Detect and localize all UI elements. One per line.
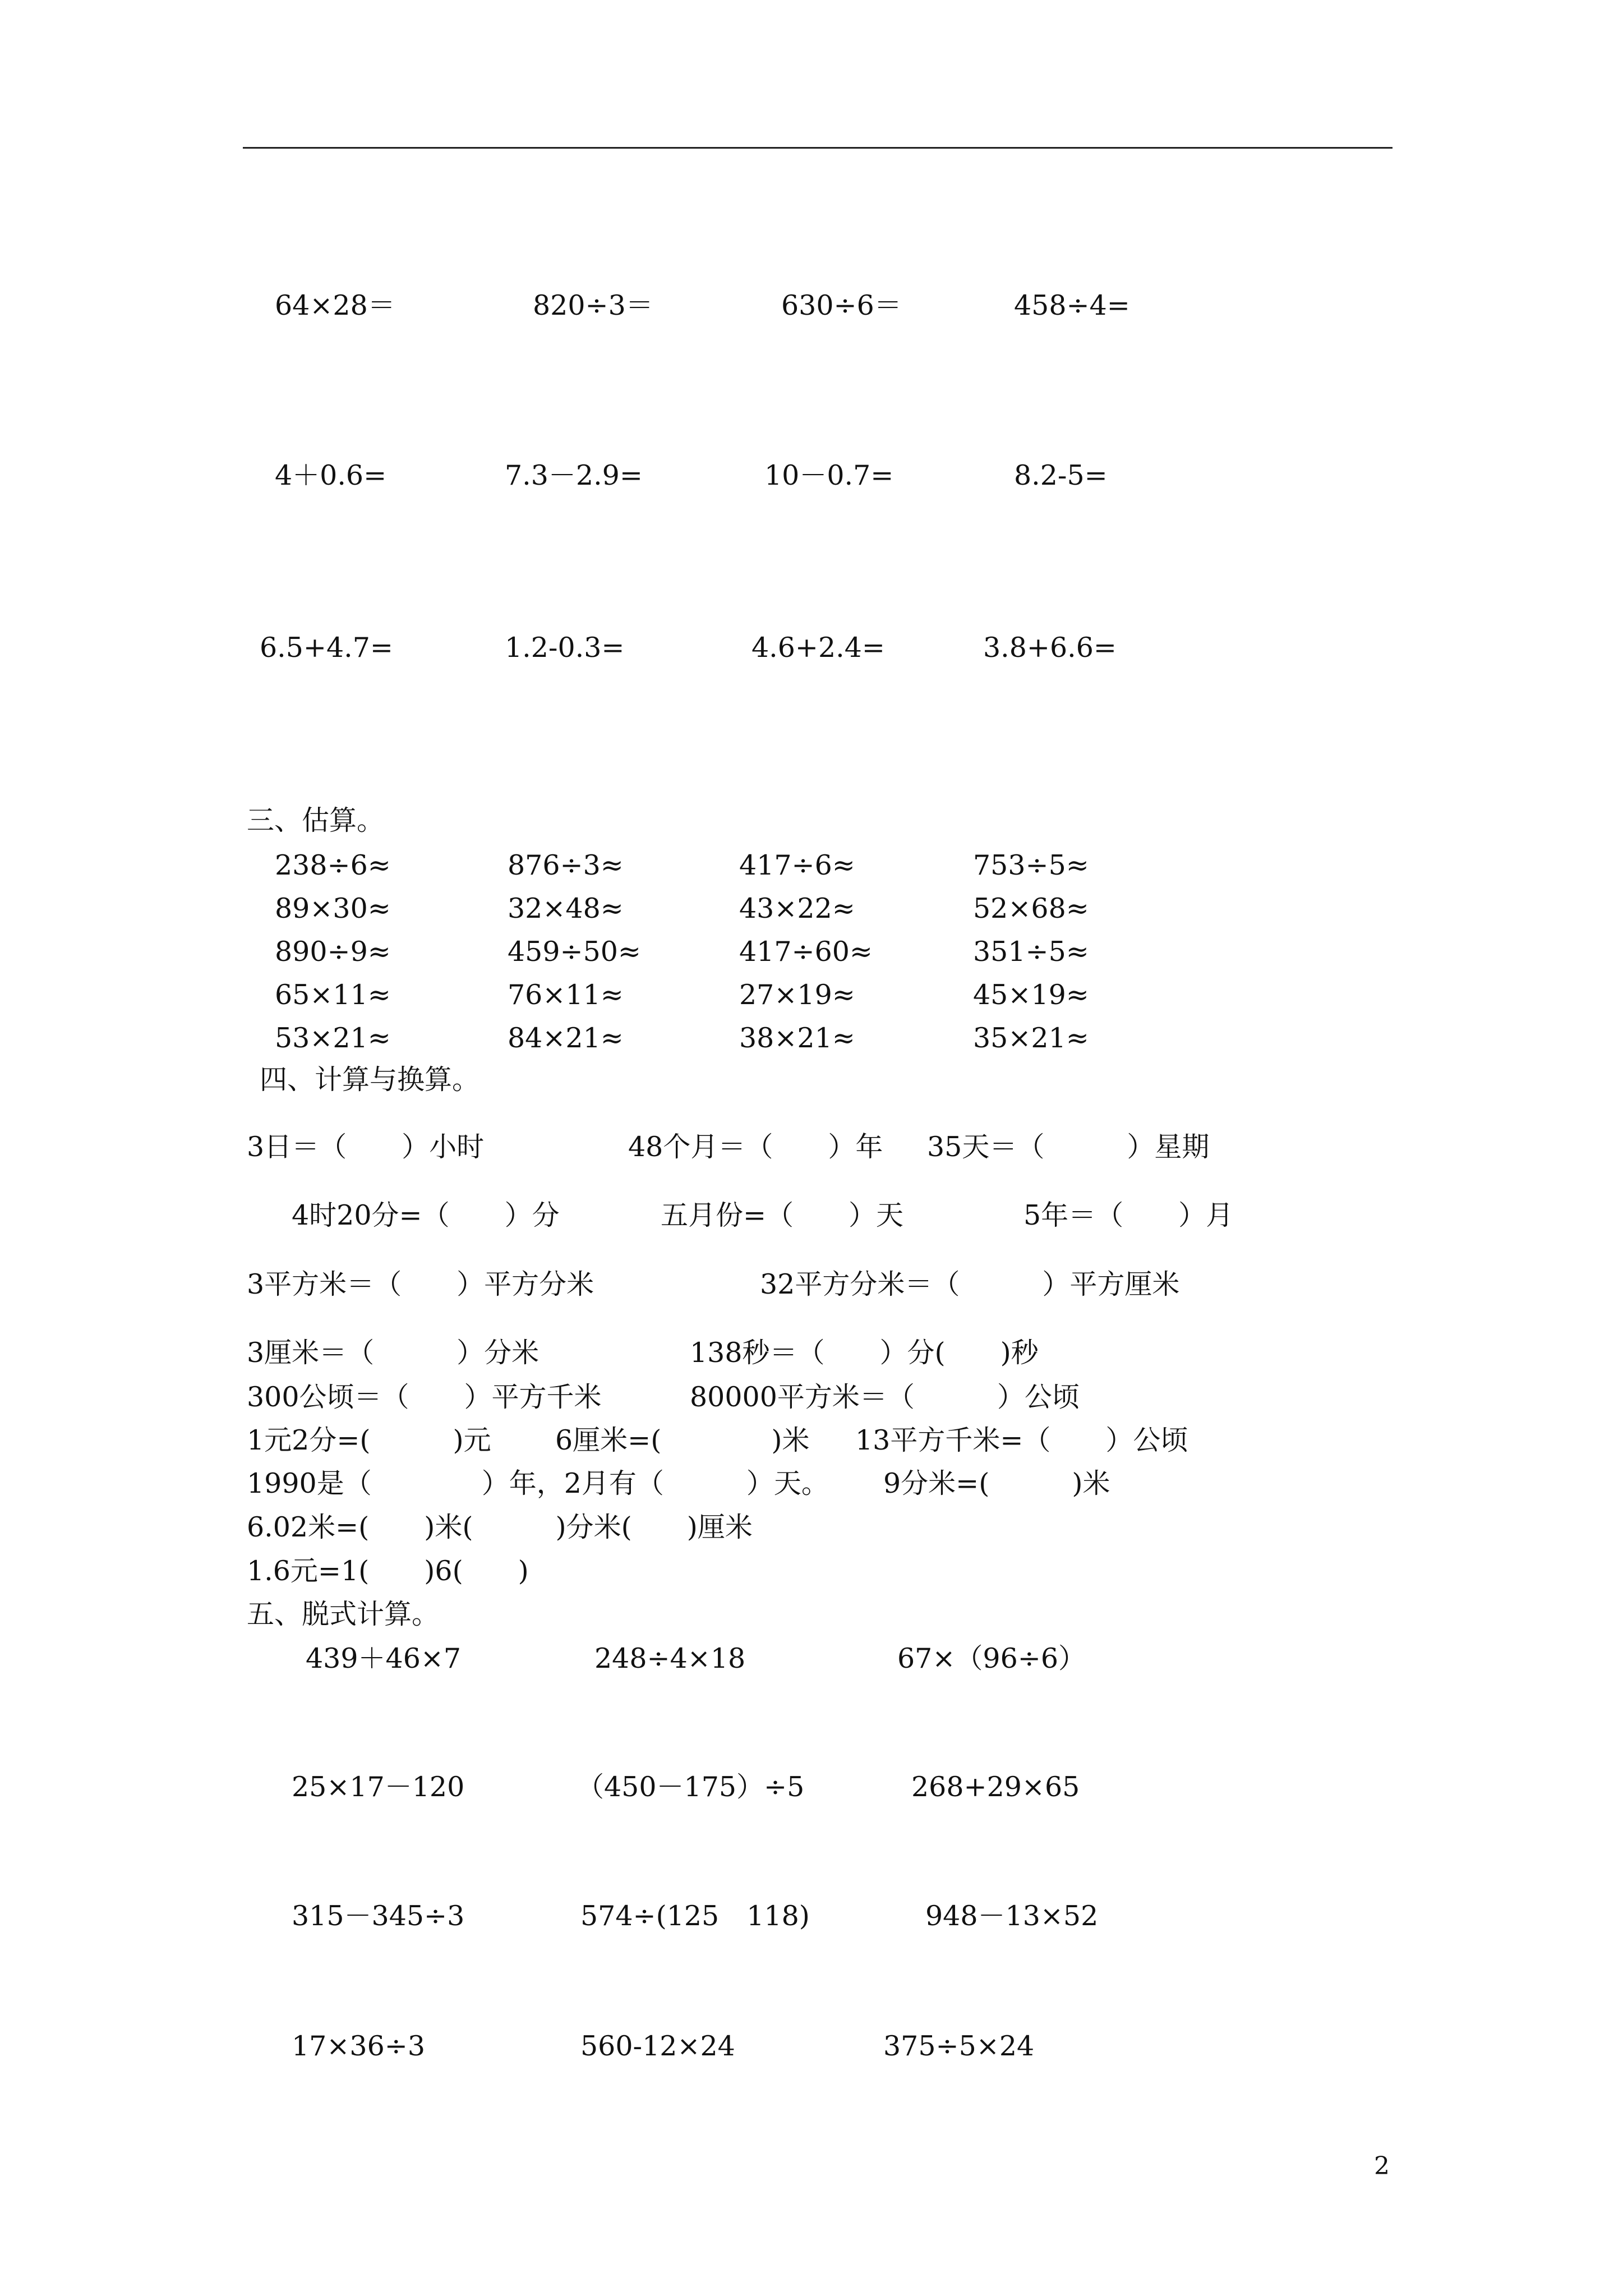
calc-item: 8.2-5= (1014, 459, 1108, 491)
conversion-item: 32平方分米＝（ ）平方厘米 (760, 1268, 1180, 1300)
section-heading: 五、脱式计算。 (247, 1598, 440, 1630)
estimate-item: 65×11≈ (275, 979, 391, 1011)
expression-item: 315－345÷3 (292, 1900, 465, 1932)
expression-item: 268+29×65 (911, 1771, 1080, 1803)
section-heading: 四、计算与换算。 (260, 1064, 480, 1096)
expression-item: 67×（96÷6） (897, 1642, 1086, 1674)
estimate-item: 32×48≈ (508, 892, 624, 924)
conversion-item: 80000平方米＝（ ）公顷 (690, 1381, 1080, 1413)
conversion-item: 9分米=( )米 (883, 1467, 1110, 1499)
estimate-item: 45×19≈ (973, 979, 1089, 1011)
expression-item: 574÷(125 118) (580, 1900, 810, 1932)
conversion-item: 1990是（ ）年，2月有（ ）天。 (247, 1467, 829, 1499)
conversion-item: 300公顷＝（ ）平方千米 (247, 1381, 602, 1413)
conversion-item: 6厘米=( )米 (555, 1424, 810, 1456)
conversion-item: 48个月＝（ ）年 (628, 1131, 883, 1163)
expression-item: 25×17－120 (292, 1771, 465, 1803)
estimate-item: 76×11≈ (508, 979, 624, 1011)
estimate-item: 38×21≈ (739, 1022, 855, 1054)
expression-item: 375÷5×24 (883, 2030, 1035, 2062)
calc-item: 3.8+6.6= (983, 632, 1117, 664)
calc-item: 1.2-0.3= (505, 632, 625, 664)
conversion-item: 6.02米=( )米( )分米( )厘米 (247, 1511, 753, 1543)
calc-item: 630÷6＝ (781, 289, 902, 321)
conversion-item: 五月份=（ ）天 (661, 1199, 904, 1231)
page-number: 2 (1374, 2152, 1390, 2180)
expression-item: 248÷4×18 (594, 1642, 746, 1674)
estimate-item: 876÷3≈ (508, 849, 624, 881)
calc-item: 64×28＝ (275, 289, 395, 321)
section-heading: 三、估算。 (247, 804, 385, 836)
calc-item: 820÷3＝ (533, 289, 653, 321)
estimate-item: 43×22≈ (739, 892, 855, 924)
conversion-item: 5年＝（ ）月 (1023, 1199, 1234, 1231)
estimate-item: 351÷5≈ (973, 936, 1089, 968)
conversion-item: 138秒＝（ ）分( )秒 (690, 1337, 1039, 1369)
expression-item: 560-12×24 (580, 2030, 735, 2062)
estimate-item: 753÷5≈ (973, 849, 1089, 881)
estimate-item: 27×19≈ (739, 979, 855, 1011)
estimate-item: 417÷60≈ (739, 936, 873, 968)
estimate-item: 53×21≈ (275, 1022, 391, 1054)
estimate-item: 84×21≈ (508, 1022, 624, 1054)
calc-item: 7.3－2.9= (505, 459, 643, 491)
expression-item: 17×36÷3 (292, 2030, 425, 2062)
conversion-item: 1元2分=( )元 (247, 1424, 491, 1456)
conversion-item: 3平方米＝（ ）平方分米 (247, 1268, 594, 1300)
estimate-item: 35×21≈ (973, 1022, 1089, 1054)
calc-item: 10－0.7= (764, 459, 894, 491)
calc-item: 4.6+2.4= (751, 632, 885, 664)
conversion-item: 3厘米＝（ ）分米 (247, 1337, 540, 1369)
expression-item: （450－175）÷5 (577, 1771, 805, 1803)
calc-item: 4＋0.6= (275, 459, 387, 491)
expression-item: 948－13×52 (925, 1900, 1099, 1932)
expression-item: 439＋46×7 (306, 1642, 462, 1674)
calc-item: 458÷4= (1014, 289, 1130, 321)
conversion-item: 13平方千米=（ ）公顷 (855, 1424, 1188, 1456)
estimate-item: 52×68≈ (973, 892, 1089, 924)
estimate-item: 89×30≈ (275, 892, 391, 924)
conversion-item: 1.6元=1( )6( ) (247, 1555, 529, 1587)
estimate-item: 459÷50≈ (508, 936, 641, 968)
estimate-item: 890÷9≈ (275, 936, 391, 968)
estimate-item: 238÷6≈ (275, 849, 391, 881)
conversion-item: 35天＝（ ）星期 (927, 1131, 1210, 1163)
header-rule (243, 147, 1393, 149)
calc-item: 6.5+4.7= (260, 632, 393, 664)
estimate-item: 417÷6≈ (739, 849, 855, 881)
conversion-item: 4时20分=（ ）分 (292, 1199, 560, 1231)
conversion-item: 3日＝（ ）小时 (247, 1131, 485, 1163)
